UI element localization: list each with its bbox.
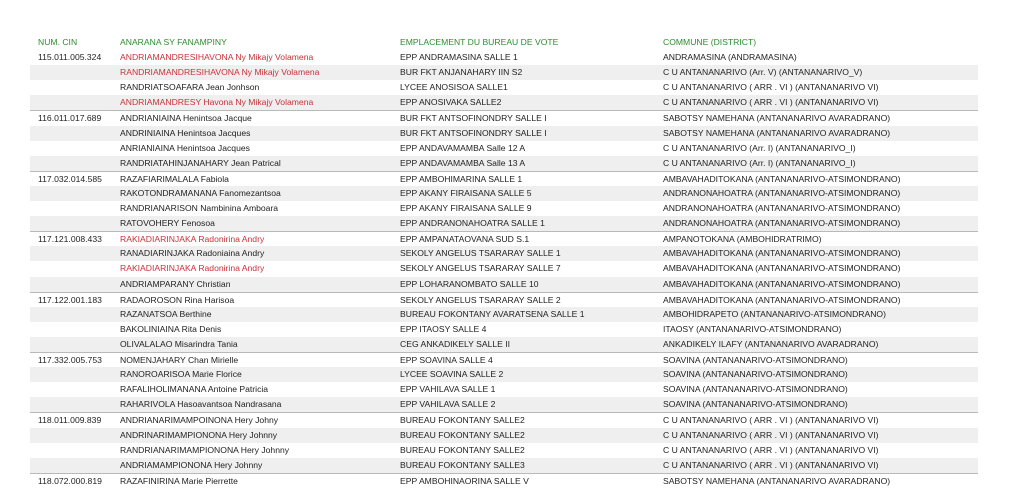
name-cell: RAKOTONDRAMANANA Fanomezantsoa bbox=[120, 187, 281, 198]
commune-cell: C U ANTANANARIVO ( ARR . VI ) (ANTANANARIVO VI) bbox=[663, 97, 879, 108]
name-cell: ANDRIAMPARANY Christian bbox=[120, 278, 231, 289]
commune-cell: C U ANTANANARIVO (Arr. I) (ANTANANARIVO_I) bbox=[663, 142, 856, 153]
name-cell: BAKOLINIAINA Rita Denis bbox=[120, 323, 222, 334]
commune-cell: AMPANOTOKANA (AMBOHIDRATRIMO) bbox=[663, 234, 822, 245]
commune-cell: C U ANTANANARIVO ( ARR . VI ) (ANTANANARIVO VI) bbox=[663, 429, 879, 440]
table-row bbox=[30, 216, 978, 231]
office-cell: EPP VAHILAVA SALLE 1 bbox=[400, 384, 496, 395]
table-row bbox=[30, 352, 978, 368]
cin-cell: 117.121.008.433 bbox=[38, 234, 102, 245]
name-cell: RAKIADIARINJAKA Radonirina Andry bbox=[120, 234, 265, 245]
table-header bbox=[30, 34, 978, 50]
table-row bbox=[30, 458, 978, 473]
commune-cell: AMBOHIDRAPETO (ANTANANARIVO-ATSIMONDRANO) bbox=[663, 308, 886, 319]
table-row bbox=[30, 156, 978, 171]
commune-cell: AMBAVAHADITOKANA (ANTANANARIVO-ATSIMONDRANO) bbox=[663, 248, 901, 259]
commune-cell: SOAVINA (ANTANANARIVO-ATSIMONDRANO) bbox=[663, 399, 848, 410]
name-cell: OLIVALALAO Misarindra Tania bbox=[120, 338, 238, 349]
table-row bbox=[30, 95, 978, 110]
office-cell: BUR FKT ANTSOFINONDRY SALLE I bbox=[400, 127, 547, 138]
name-cell: RAFALIHOLIMANANA Antoine Patricia bbox=[120, 384, 269, 395]
table-row bbox=[30, 292, 978, 308]
table-row bbox=[30, 126, 978, 141]
office-cell: EPP ANDRANONAHOATRA SALLE 1 bbox=[400, 218, 545, 229]
name-cell: RANDRIATAHINJANAHARY Jean Patrical bbox=[120, 157, 281, 168]
commune-cell: ANDRANONAHOATRA (ANTANANARIVO-ATSIMONDRANO) bbox=[663, 203, 901, 213]
office-cell: BUREAU FOKONTANY SALLE2 bbox=[400, 415, 525, 426]
office-cell: EPP SOAVINA SALLE 4 bbox=[400, 355, 493, 365]
name-cell: RANDRIAMANDRESIHAVONA Ny Mikajy Volamena bbox=[120, 67, 320, 78]
table-row bbox=[30, 186, 978, 201]
office-cell: EPP ANDAVAMAMBA Salle 13 A bbox=[400, 157, 526, 168]
table-row bbox=[30, 110, 978, 126]
table-row bbox=[30, 261, 978, 276]
commune-cell: ANDRANONAHOATRA (ANTANANARIVO-ATSIMONDRANO) bbox=[663, 218, 901, 229]
cin-cell: 116.011.017.689 bbox=[38, 113, 102, 124]
table-row bbox=[30, 443, 978, 458]
cin-cell: 118.072.000.819 bbox=[38, 475, 102, 486]
office-cell: EPP LOHARANOMBATO SALLE 10 bbox=[400, 278, 539, 289]
name-cell: RAKIADIARINJAKA Radonirina Andry bbox=[120, 263, 265, 274]
name-cell: ANDRIAMANDRESIHAVONA Ny Mikajy Volamena bbox=[120, 52, 314, 62]
cin-cell: 117.032.014.585 bbox=[38, 173, 102, 184]
cin-cell: 118.011.009.839 bbox=[38, 415, 102, 426]
office-cell: BUREAU FOKONTANY SALLE2 bbox=[400, 444, 525, 455]
name-cell: ANDRIANARIMAMPOINONA Hery Johny bbox=[120, 415, 279, 426]
commune-cell: AMBAVAHADITOKANA (ANTANANARIVO-ATSIMONDRANO) bbox=[663, 278, 901, 289]
office-cell: EPP AMPANATAOVANA SUD S.1 bbox=[400, 234, 530, 245]
office-cell: SEKOLY ANGELUS TSARARAY SALLE 1 bbox=[400, 248, 561, 259]
commune-cell: AMBAVAHADITOKANA (ANTANANARIVO-ATSIMONDRANO) bbox=[663, 173, 901, 184]
office-cell: EPP ANDAVAMAMBA Salle 12 A bbox=[400, 142, 526, 153]
name-cell: RAHARIVOLA Hasoavantsoa Nandrasana bbox=[120, 399, 282, 410]
header-cin: NUM. CIN bbox=[38, 37, 78, 47]
cin-cell: 115.011.005.324 bbox=[38, 52, 102, 62]
commune-cell: SABOTSY NAMEHANA (ANTANANARIVO AVARADRANO) bbox=[663, 113, 891, 124]
table-row bbox=[30, 171, 978, 187]
office-cell: EPP ANDRAMASINA SALLE 1 bbox=[400, 52, 518, 62]
office-cell: LYCEE SOAVINA SALLE 2 bbox=[400, 369, 504, 380]
office-cell: BUR FKT ANTSOFINONDRY SALLE I bbox=[400, 113, 547, 124]
table-row bbox=[30, 201, 978, 216]
commune-cell: ANDRANONAHOATRA (ANTANANARIVO-ATSIMONDRANO) bbox=[663, 187, 901, 198]
table-row bbox=[30, 65, 978, 80]
name-cell: RAZANATSOA Berthine bbox=[120, 308, 212, 319]
name-cell: RANDRIANARIMAMPIONONA Hery Johnny bbox=[120, 444, 290, 455]
commune-cell: ANKADIKELY ILAFY (ANTANANARIVO AVARADRANO) bbox=[663, 338, 879, 349]
name-cell: RADAOROSON Rina Harisoa bbox=[120, 294, 235, 305]
office-cell: BUREAU FOKONTANY SALLE3 bbox=[400, 459, 525, 470]
office-cell: CEG ANKADIKELY SALLE II bbox=[400, 338, 511, 349]
office-cell: BUR FKT ANJANAHARY IIN S2 bbox=[400, 67, 523, 78]
commune-cell: ANDRAMASINA (ANDRAMASINA) bbox=[663, 52, 797, 62]
office-cell: EPP ANOSIVAKA SALLE2 bbox=[400, 97, 502, 108]
office-cell: EPP AKANY FIRAISANA SALLE 9 bbox=[400, 203, 532, 213]
office-cell: EPP ITAOSY SALLE 4 bbox=[400, 323, 487, 334]
commune-cell: C U ANTANANARIVO (Arr. V) (ANTANANARIVO_V) bbox=[663, 67, 863, 78]
commune-cell: AMBAVAHADITOKANA (ANTANANARIVO-ATSIMONDRANO) bbox=[663, 263, 901, 274]
cin-cell: 117.122.001.183 bbox=[38, 294, 102, 305]
table-row bbox=[30, 307, 978, 322]
table-row bbox=[30, 277, 978, 292]
name-cell: ANDRINARIMAMPIONONA Hery Johnny bbox=[120, 429, 278, 440]
name-cell: ANDRIAMAMPIONONA Hery Johnny bbox=[120, 459, 263, 470]
name-cell: RANOROARISOA Marie Florice bbox=[120, 369, 242, 380]
header-name: ANARANA SY FANAMPINY bbox=[120, 37, 227, 47]
name-cell: RATOVOHERY Fenosoa bbox=[120, 218, 215, 229]
table-row bbox=[30, 397, 978, 412]
table-row bbox=[30, 337, 978, 352]
office-cell: SEKOLY ANGELUS TSARARAY SALLE 7 bbox=[400, 263, 561, 274]
office-cell: BUREAU FOKONTANY SALLE2 bbox=[400, 429, 525, 440]
table-row bbox=[30, 246, 978, 261]
commune-cell: SOAVINA (ANTANANARIVO-ATSIMONDRANO) bbox=[663, 369, 848, 380]
office-cell: SEKOLY ANGELUS TSARARAY SALLE 2 bbox=[400, 294, 561, 305]
name-cell: NOMENJAHARY Chan Mirielle bbox=[120, 355, 239, 365]
office-cell: BUREAU FOKONTANY AVARATSENA SALLE 1 bbox=[400, 308, 585, 319]
office-cell: EPP AMBOHIMARINA SALLE 1 bbox=[400, 173, 523, 184]
office-cell: LYCEE ANOSISOA SALLE1 bbox=[400, 82, 508, 93]
office-cell: EPP AMBOHINAORINA SALLE V bbox=[400, 475, 529, 486]
name-cell: ANDRINIAINA Henintsoa Jacques bbox=[120, 127, 251, 138]
name-cell: ANRIANIAINA Henintsoa Jacques bbox=[120, 142, 250, 153]
commune-cell: SOAVINA (ANTANANARIVO-ATSIMONDRANO) bbox=[663, 355, 848, 365]
name-cell: RAZAFIARIMALALA Fabiola bbox=[120, 173, 229, 184]
name-cell: ANDRIANIAINA Henintsoa Jacque bbox=[120, 113, 252, 124]
office-cell: EPP VAHILAVA SALLE 2 bbox=[400, 399, 496, 410]
name-cell: RAZAFINIRINA Marie Pierrette bbox=[120, 475, 238, 486]
name-cell: RANADIARINJAKA Radoniaina Andry bbox=[120, 248, 265, 259]
table-row bbox=[30, 473, 978, 489]
commune-cell: C U ANTANANARIVO ( ARR . VI ) (ANTANANARIVO VI) bbox=[663, 415, 879, 426]
table-row bbox=[30, 382, 978, 397]
table-row bbox=[30, 80, 978, 95]
header-office: EMPLACEMENT DU BUREAU DE VOTE bbox=[400, 37, 559, 47]
commune-cell: SABOTSY NAMEHANA (ANTANANARIVO AVARADRANO) bbox=[663, 127, 891, 138]
office-cell: EPP AKANY FIRAISANA SALLE 5 bbox=[400, 187, 532, 198]
name-cell: RANDRIATSOAFARA Jean Jonhson bbox=[120, 82, 260, 93]
table-row bbox=[30, 231, 978, 247]
name-cell: RANDRIANARISON Nambinina Amboara bbox=[120, 203, 279, 213]
commune-cell: AMBAVAHADITOKANA (ANTANANARIVO-ATSIMONDRANO) bbox=[663, 294, 901, 305]
table-row bbox=[30, 367, 978, 382]
commune-cell: ITAOSY (ANTANANARIVO-ATSIMONDRANO) bbox=[663, 323, 842, 334]
commune-cell: SOAVINA (ANTANANARIVO-ATSIMONDRANO) bbox=[663, 384, 848, 395]
header-commune: COMMUNE (DISTRICT) bbox=[663, 37, 757, 47]
table-row bbox=[30, 322, 978, 337]
name-cell: ANDRIAMANDRESY Havona Ny Mikajy Volamena bbox=[120, 97, 314, 108]
table-row bbox=[30, 50, 978, 65]
commune-cell: C U ANTANANARIVO ( ARR . VI ) (ANTANANARIVO VI) bbox=[663, 459, 879, 470]
table-row bbox=[30, 428, 978, 443]
cin-cell: 117.332.005.753 bbox=[38, 355, 102, 365]
commune-cell: C U ANTANANARIVO ( ARR . VI ) (ANTANANARIVO VI) bbox=[663, 82, 879, 93]
table-row bbox=[30, 141, 978, 156]
commune-cell: SABOTSY NAMEHANA (ANTANANARIVO AVARADRANO) bbox=[663, 475, 891, 486]
commune-cell: C U ANTANANARIVO ( ARR . VI ) (ANTANANARIVO VI) bbox=[663, 444, 879, 455]
commune-cell: C U ANTANANARIVO (Arr. I) (ANTANANARIVO_I) bbox=[663, 157, 856, 168]
table-row bbox=[30, 412, 978, 428]
